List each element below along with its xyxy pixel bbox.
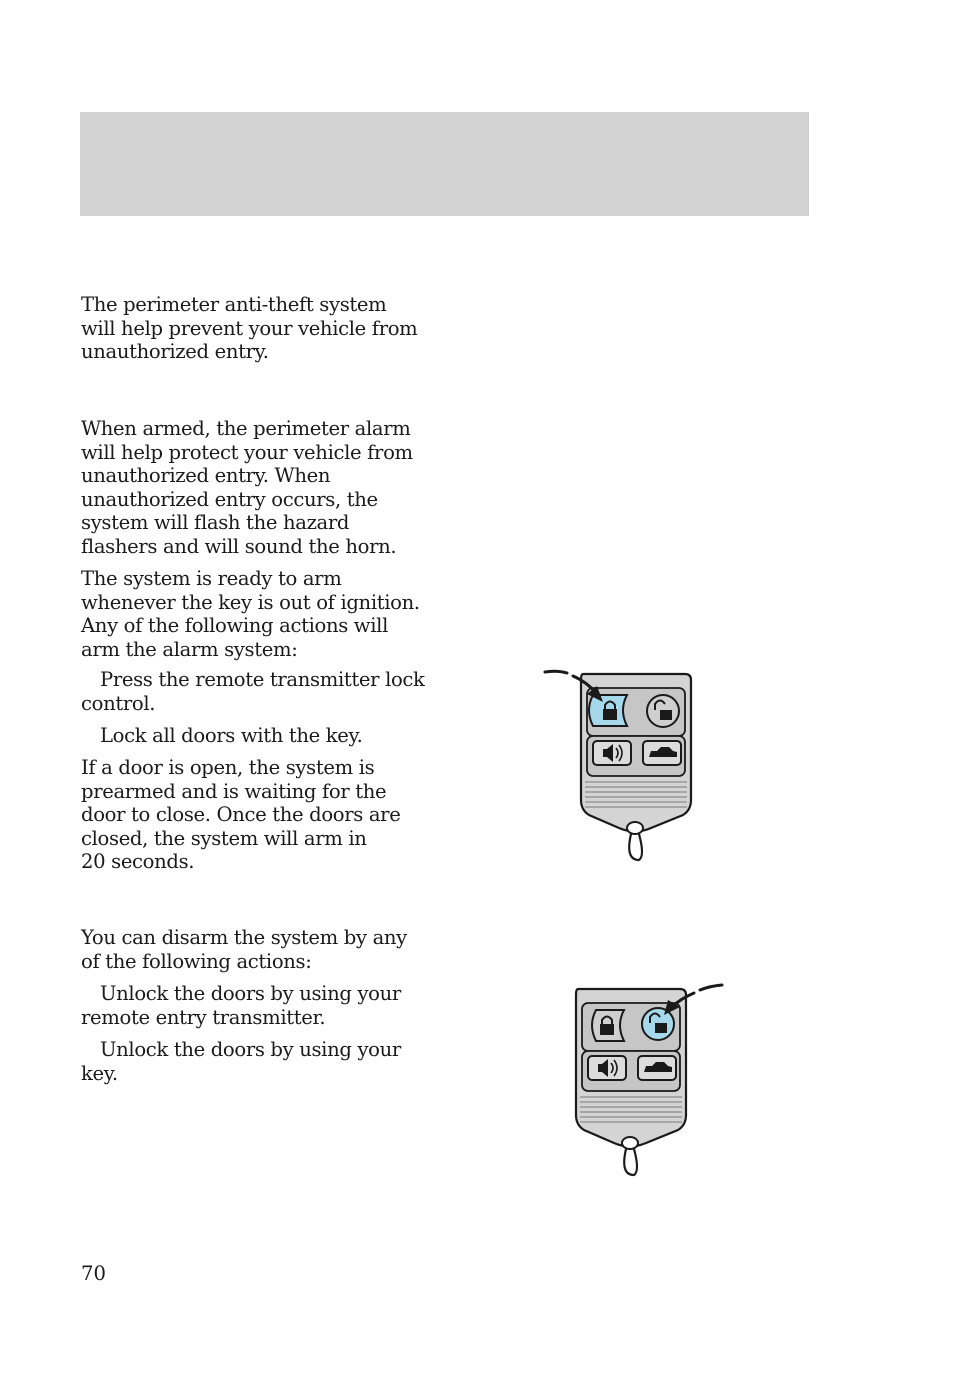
unlock-icon	[642, 1008, 674, 1040]
unlock-icon	[647, 695, 679, 727]
page-number: 70	[81, 1262, 106, 1285]
arming-ready-paragraph: The system is ready to arm whenever the key is out of ignition. Any of the following actions will arm the alarm system:	[81, 567, 420, 661]
key-ring	[624, 1149, 637, 1175]
disarming-intro: You can disarm the system by any of the following actions:	[81, 926, 407, 973]
disarming-action-item: Unlock the doors by using your remote entry transmitter.	[81, 982, 401, 1029]
key-ring-hole	[622, 1137, 638, 1149]
key-ring	[629, 834, 642, 860]
arming-description: When armed, the perimeter alarm will help protect your vehicle from unauthorized entry. When unauthorized entry occurs, the system will flash the hazard flashers and will sound the horn.	[81, 417, 413, 558]
lock-icon	[589, 695, 627, 726]
section-header-band	[80, 112, 809, 216]
intro-paragraph: The perimeter anti-theft system will help prevent your vehicle from unauthorized entry.	[81, 293, 418, 363]
lock-icon	[592, 1010, 624, 1041]
panic-speaker-icon	[588, 1056, 626, 1080]
arming-action-item: Press the remote transmitter lock control.	[81, 668, 425, 715]
key-ring-hole	[627, 822, 643, 834]
disarming-action-item: Unlock the doors by using your key.	[81, 1038, 401, 1085]
arming-action-item: Lock all doors with the key.	[100, 724, 363, 747]
door-open-paragraph: If a door is open, the system is prearmed and is waiting for the door to close. Once the doors are closed, the system will arm in 20 seconds.	[81, 756, 401, 873]
panic-speaker-icon	[593, 741, 631, 765]
trunk-car-icon	[638, 1056, 676, 1080]
remote-unlock-illustration	[530, 975, 730, 1185]
remote-lock-illustration	[535, 660, 710, 870]
trunk-car-icon	[643, 741, 681, 765]
